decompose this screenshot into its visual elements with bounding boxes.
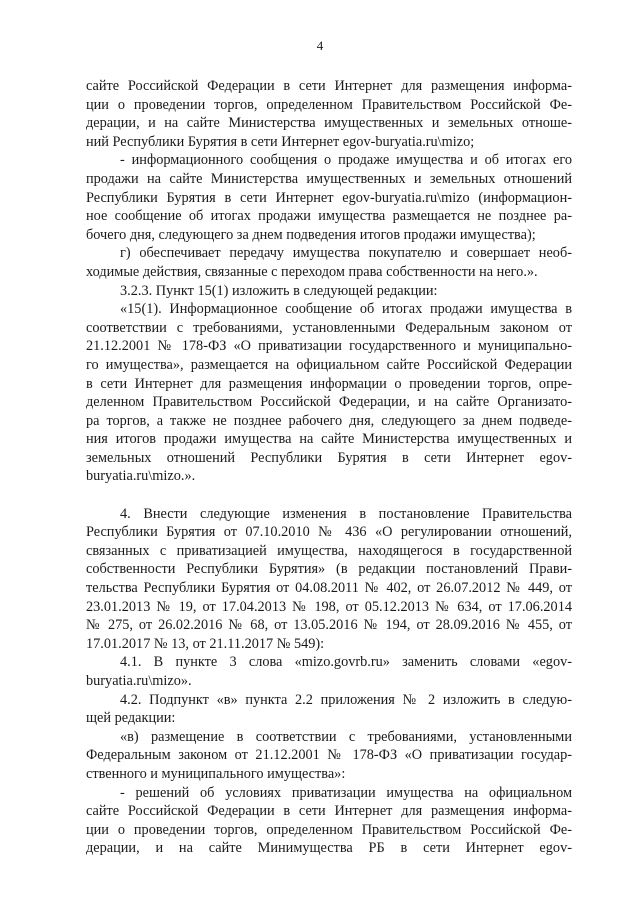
- text-line: «15(1). Информационное сообщение об итогах продажи имущества в: [120, 301, 572, 318]
- text-line: ственного и муниципального имущества»:: [86, 765, 346, 782]
- text-line: го имущества», размещается на официальном сайте Российской Федерации: [86, 356, 572, 373]
- text-line: buryatia.ru\mizo».: [86, 673, 192, 689]
- text-line: Республики Бурятия от 07.10.2010 № 436 «О регулировании отношений,: [86, 524, 572, 541]
- text-line: г) обеспечивает передачу имущества покупателю и совершает необ-: [120, 245, 572, 262]
- text-line: ний Республики Бурятия в сети Интернет egov-buryatia.ru\mizo;: [86, 133, 475, 150]
- text-line: деленном Правительством Российской Федерации, и на сайте Организато-: [86, 394, 572, 411]
- page-number: 4: [316, 38, 324, 53]
- body-text: [86, 77, 572, 858]
- text-line: дерации, и на сайте Минимущества РБ в сети Интернет egov-: [86, 840, 572, 857]
- text-line: - информационного сообщения о продаже имущества и об итогах его: [120, 152, 572, 169]
- text-line: продажи на сайте Министерства имущественных и земельных отношений: [86, 170, 572, 187]
- text-line: ции о проведении торгов, определенном Правительством Российской Фе-: [86, 821, 572, 838]
- text-line: Федеральным законом от 21.12.2001 № 178-ФЗ «О приватизации государ-: [86, 747, 572, 764]
- text-line: ции о проведении торгов, определенном Правительством Российской Фе-: [86, 96, 572, 113]
- text-line: в сети Интернет для размещения информации о проведении торгов, опре-: [86, 375, 572, 392]
- text-line: собственности Республики Бурятия» (в редакции постановлений Прави-: [86, 561, 572, 578]
- text-line: соответствии с требованиями, установленными Федеральным законом от: [86, 319, 572, 336]
- text-line: № 275, от 26.02.2016 № 68, от 13.05.2016 № 194, от 28.09.2016 № 455, от: [86, 617, 572, 634]
- text-line: «в) размещение в соответствии с требованиями, установленными: [120, 728, 572, 745]
- text-line: - решений об условиях приватизации имущества на официальном: [120, 784, 572, 801]
- text-line: 4. Внести следующие изменения в постановление Правительства: [120, 505, 572, 522]
- text-line: сайте Российской Федерации в сети Интернет для размещения информа-: [86, 803, 572, 820]
- text-line: 17.01.2017 № 13, от 21.11.2017 № 549):: [86, 635, 325, 652]
- paragraph-gap: [86, 486, 572, 505]
- text-line: 23.01.2013 № 19, от 17.04.2013 № 198, от 05.12.2013 № 634, от 17.06.2014: [86, 598, 572, 615]
- text-line: 3.2.3. Пункт 15(1) изложить в следующей редакции:: [120, 282, 438, 299]
- text-line: тельства Республики Бурятия от 04.08.2011 № 402, от 26.07.2012 № 449, от: [86, 580, 572, 597]
- text-line: Республики Бурятия в сети Интернет egov-buryatia.ru\mizo (информацион-: [86, 189, 572, 206]
- text-line: ное сообщение об итогах продажи имущества размещается не позднее ра-: [86, 208, 572, 225]
- text-line: сайте Российской Федерации в сети Интернет для размещения информа-: [86, 78, 572, 94]
- text-line: 21.12.2001 № 178-ФЗ «О приватизации государственного и муниципально-: [86, 338, 572, 355]
- text-line: дерации, и на сайте Министерства имущественных и земельных отноше-: [86, 115, 572, 132]
- text-line: 4.2. Подпункт «в» пункта 2.2 приложения № 2 изложить в следую-: [120, 691, 572, 708]
- text-line: связанных с приватизацией имущества, находящегося в государственной: [86, 542, 572, 559]
- text-line: бочего дня, следующего за днем подведения итогов продажи имущества);: [86, 226, 536, 243]
- text-line: 4.1. В пункте 3 слова «mizo.govrb.ru» заменить словами «egov-: [120, 654, 572, 671]
- text-line: ходимые действия, связанные с переходом права собственности на него.».: [86, 263, 538, 280]
- text-line: buryatia.ru\mizo.».: [86, 468, 196, 485]
- text-line: ра торгов, а также не позднее рабочего дня, следующего за днем подведе-: [86, 412, 572, 429]
- text-line: щей редакции:: [86, 710, 176, 727]
- text-line: земельных отношений Республики Бурятия в сети Интернет egov-: [86, 449, 572, 466]
- text-line: ния итогов продажи имущества на сайте Министерства имущественных и: [86, 431, 572, 448]
